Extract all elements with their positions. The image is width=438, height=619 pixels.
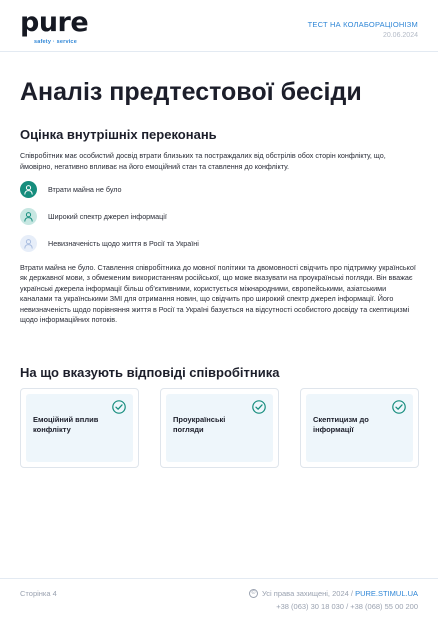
test-label: ТЕСТ НА КОЛАБОРАЦІОНІЗМ xyxy=(307,20,418,29)
list-item-text: Широкий спектр джерел інформації xyxy=(48,212,167,221)
page-header xyxy=(0,0,438,52)
check-circle-icon xyxy=(392,400,406,414)
check-circle-icon xyxy=(252,400,266,414)
indication-card xyxy=(20,388,139,468)
page-footer xyxy=(0,578,438,619)
footer-contacts xyxy=(249,589,418,611)
person-icon xyxy=(20,181,37,198)
analysis-paragraph: Втрати майна не було. Ставлення співробітника до мовної політики та двомовності свідчить про підтримку української як державної мови, з обмеженим використанням російської, що може вказувати на проукраїнські погляди. Він вважає українські джерела інформації більш об'єктивними, користується міжнародними, європейськими, азіатськими каналами та українськими ЗМІ для отримання новин, що свідчить про широкий спектр джерел інформації. Його невизначеність щодо порівняння життя в Росії та Україні базується на відсутності особистого досвіду та скептицизмі щодо інформаційних потоків. xyxy=(20,263,416,325)
copyright-line xyxy=(249,589,418,598)
list-item xyxy=(20,234,418,261)
indications-cards xyxy=(20,388,419,468)
section-title-indications: На що вказують відповіді співробітника xyxy=(20,365,280,380)
check-circle-icon xyxy=(112,400,126,414)
list-item-text: Втрати майна не було xyxy=(48,185,122,194)
page-title: Аналіз предтестової бесіди xyxy=(20,78,362,106)
person-icon xyxy=(20,208,37,225)
list-item xyxy=(20,207,418,234)
intro-paragraph: Співробітник має особистий досвід втрати близьких та постраждалих від обстрілів обох сторін конфлікту, що, ймовірно, негативно впливає на його емоційний стан та ставлення до конфлікту. xyxy=(20,151,386,171)
indication-card xyxy=(300,388,419,468)
copyright-text: Усі права захищені, 2024 / xyxy=(262,589,353,598)
header-meta xyxy=(308,20,418,40)
card-label: Скептицизм до інформації xyxy=(313,415,369,434)
key-findings-list xyxy=(20,180,418,261)
card-label: Проукраїнські погляди xyxy=(173,415,226,434)
report-date: 20.06.2024 xyxy=(382,32,418,39)
list-item-text: Невизначеність щодо життя в Росії та Україні xyxy=(48,239,199,248)
section-title-beliefs: Оцінка внутрішніх переконань xyxy=(20,127,217,142)
list-item xyxy=(20,180,418,207)
indication-card xyxy=(160,388,279,468)
phone-numbers: +38 (063) 30 18 030 / +38 (068) 55 00 200 xyxy=(276,602,418,611)
pure-logo xyxy=(20,7,110,49)
person-icon xyxy=(20,235,37,252)
copyright-icon: © xyxy=(249,589,258,598)
logo-wordmark: pure xyxy=(20,7,89,38)
page-number: Сторінка 4 xyxy=(20,589,57,598)
card-label: Емоційний вплив конфлікту xyxy=(33,415,99,434)
logo-tagline: safety · service xyxy=(34,39,77,45)
website-link[interactable]: PURE.STIMUL.UA xyxy=(355,589,418,598)
